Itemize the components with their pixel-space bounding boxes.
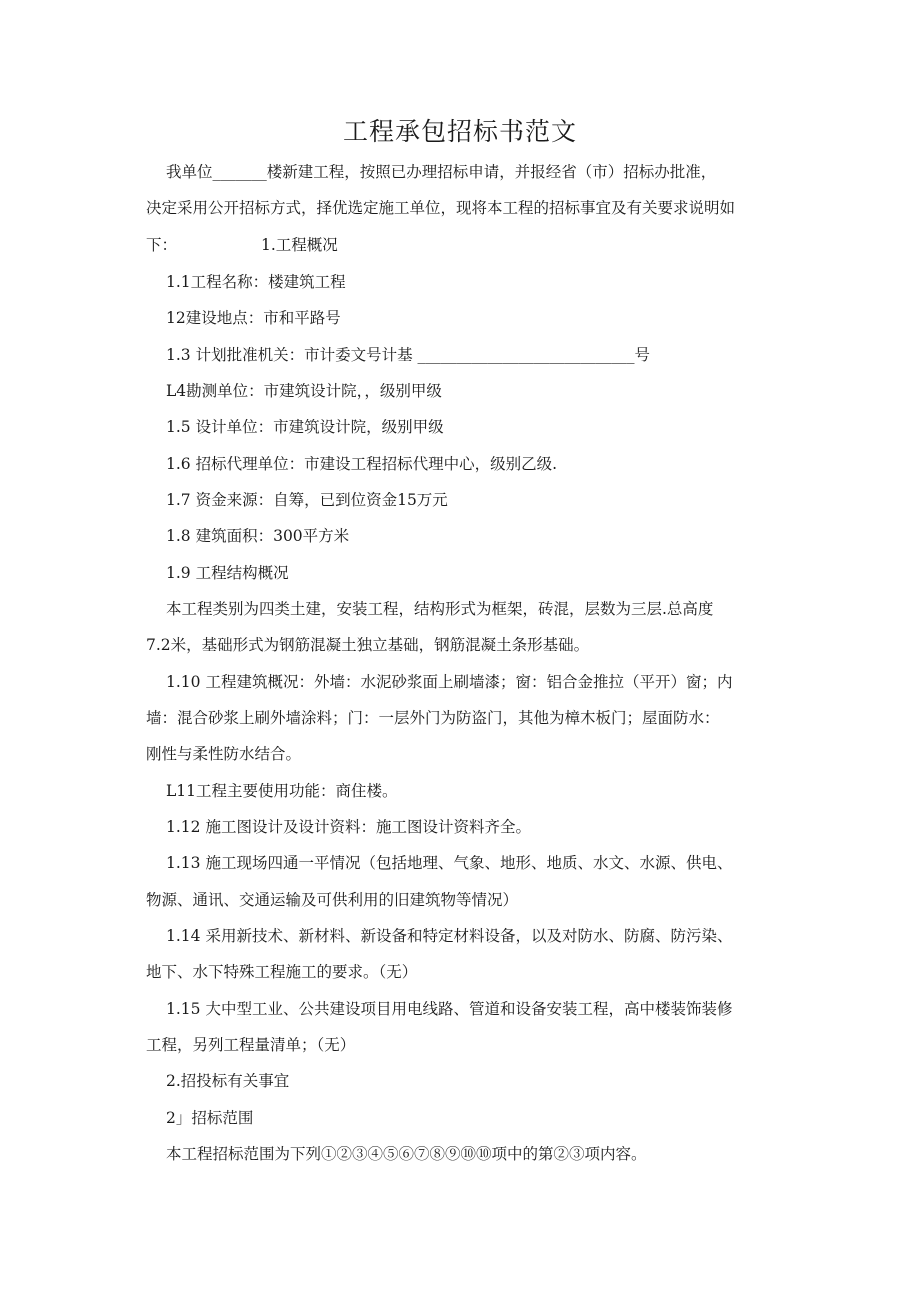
item-1-4: L4勘测单位：市建筑设计院，，级别甲级 [166,382,442,400]
item-1-3: 1.3 计划批准机关：市计委文号计基 ____________________________号 [166,346,651,364]
section-2-1-scope: 本工程招标范围为下列①②③④⑤⑥⑦⑧⑨⑩⑩项中的第②③项内容。 [166,1145,647,1163]
section-1-heading: 1.工程概况 [261,236,338,254]
item-1-11: L11工程主要使用功能：商住楼。 [166,782,398,800]
item-1-5: 1.5 设计单位：市建筑设计院，级别甲级 [166,418,444,436]
item-1-10-line-1: 1.10 工程建筑概况：外墙：水泥砂浆面上刷墙漆；窗：铝合金推拉（平开）窗；内 [166,673,733,691]
intro-line-3 [146,233,338,257]
item-1-10-line-3: 刚性与柔性防水结合。 [146,745,302,763]
item-1-7: 1.7 资金来源：自筹，已到位资金15万元 [166,491,448,509]
item-1-14-line-1: 1.14 采用新技术、新材料、新设备和特定材料设备，以及对防水、防腐、防污染、 [166,927,733,945]
item-1-9-body-2: 7.2米，基础形式为钢筋混凝土独立基础，钢筋混凝土条形基础。 [146,636,590,654]
intro-line-3-prefix: 下： [146,236,178,254]
item-1-9: 1.9 工程结构概况 [166,564,289,582]
item-1-13-line-1: 1.13 施工现场四通一平情况（包括地理、气象、地形、地质、水文、水源、供电、 [166,854,733,872]
item-1-1: 1.1工程名称：楼建筑工程 [166,273,346,291]
intro-line-1: 我单位_______楼新建工程，按照已办理招标申请，并报经省（市）招标办批准， [166,163,717,181]
item-1-8: 1.8 建筑面积：300平方米 [166,527,350,545]
item-1-15-line-2: 工程，另列工程量清单；（无） [146,1036,356,1054]
item-1-6: 1.6 招标代理单位：市建设工程招标代理中心，级别乙级. [166,455,558,473]
document-title: 工程承包招标书范文 [342,117,577,146]
item-1-9-body-1: 本工程类别为四类土建，安装工程，结构形式为框架，砖混，层数为三层.总高度 [166,600,714,618]
intro-line-2: 决定采用公开招标方式，择优选定施工单位，现将本工程的招标事宜及有关要求说明如 [146,199,736,217]
item-1-13-line-2: 物源、通讯、交通运输及可供利用的旧建筑物等情况） [146,891,519,909]
item-1-15-line-1: 1.15 大中型工业、公共建设项目用电线路、管道和设备安装工程，高中楼装饰装修 [166,1000,733,1018]
item-1-2: 12建设地点：市和平路号 [166,309,341,327]
section-2-heading: 2.招投标有关事宜 [166,1072,290,1090]
section-2-1-heading: 2」招标范围 [166,1109,254,1127]
item-1-14-line-2: 地下、水下特殊工程施工的要求。（无） [146,963,418,981]
item-1-10-line-2: 墙：混合砂浆上刷外墙涂料；门：一层外门为防盗门，其他为樟木板门；屋面防水： [146,709,720,727]
item-1-12: 1.12 施工图设计及设计资料：施工图设计资料齐全。 [166,818,531,836]
